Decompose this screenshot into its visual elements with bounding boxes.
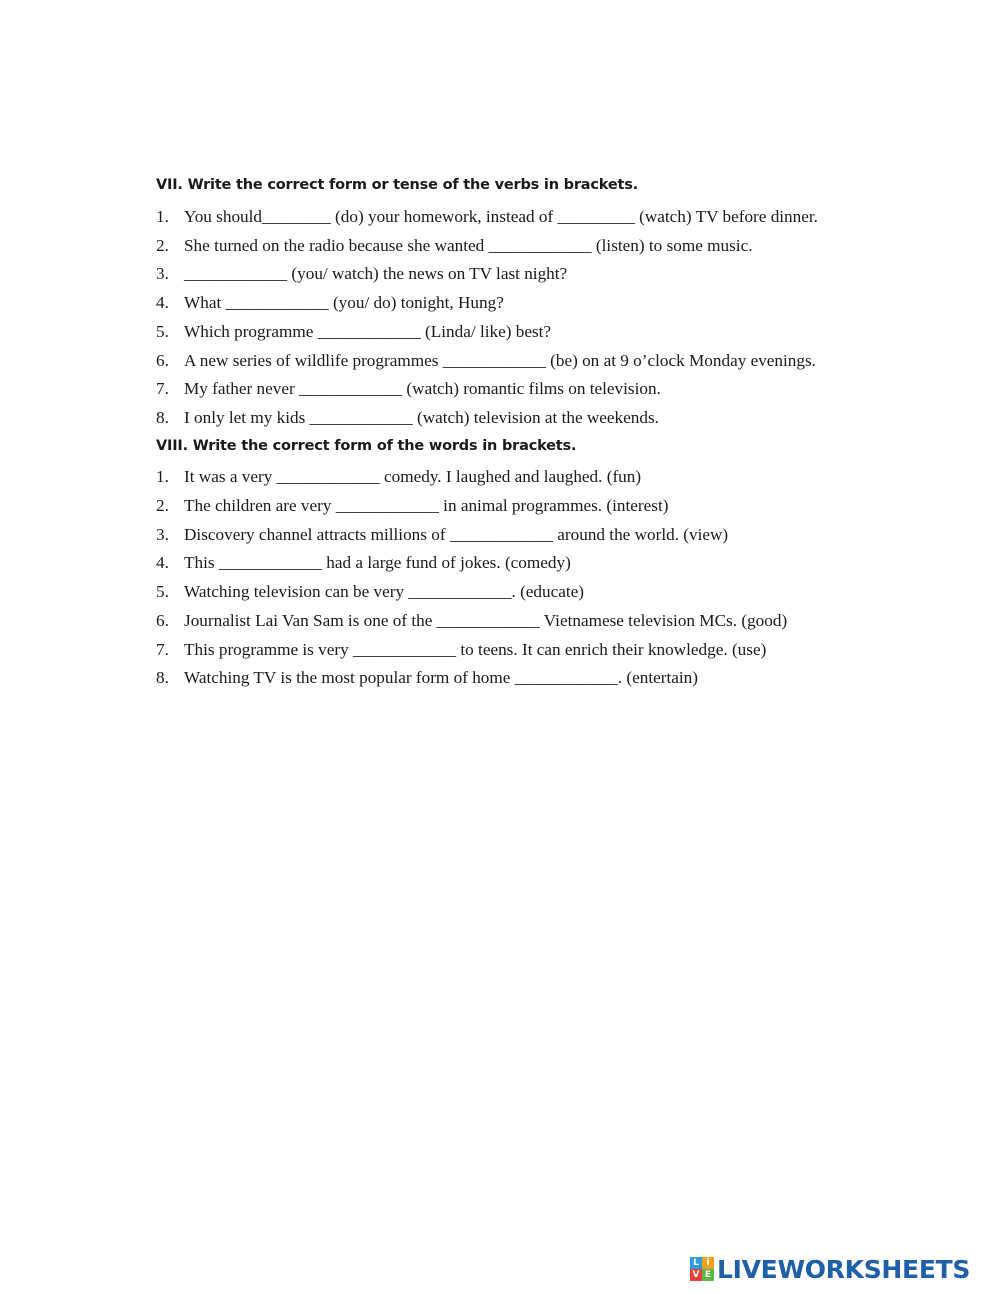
item-number: 6. [156,611,169,630]
item-number: 6. [156,351,169,370]
section-7-item-5 [156,322,551,342]
section-7-item-2 [156,236,753,256]
item-text: A new series of wildlife programmes ____________ (be) on at 9 o’clock Monday evenings. [184,351,816,370]
section-8-item-7 [156,640,766,660]
item-text: Watching TV is the most popular form of home ____________. (entertain) [184,668,698,687]
item-text: You should________ (do) your homework, instead of _________ (watch) TV before dinner. [184,207,818,226]
item-number: 2. [156,236,169,255]
item-number: 4. [156,293,169,312]
section-7-item-4 [156,293,504,313]
item-text: This ____________ had a large fund of jokes. (comedy) [184,553,571,572]
item-text: Discovery channel attracts millions of ____________ around the world. (view) [184,525,729,544]
section-8-item-1 [156,467,641,487]
item-text: Journalist Lai Van Sam is one of the ____________ Vietnamese television MCs. (good) [184,611,788,630]
section-7-title: VII. Write the correct form or tense of the verbs in brackets. [156,177,638,193]
section-8-item-4 [156,553,571,573]
item-text: The children are very ____________ in animal programmes. (interest) [184,496,669,515]
item-text: She turned on the radio because she wanted ____________ (listen) to some music. [184,236,753,255]
item-number: 8. [156,668,169,687]
item-number: 2. [156,496,169,515]
section-7-item-7 [156,379,661,399]
item-text: Watching television can be very ____________. (educate) [184,582,585,601]
item-text: Which programme ____________ (Linda/ like) best? [184,322,552,341]
section-7-item-8 [156,408,659,428]
item-number: 7. [156,379,169,398]
item-number: 8. [156,408,169,427]
section-8-item-3 [156,525,728,545]
item-number: 1. [156,467,169,486]
section-7-item-1 [156,207,818,227]
logo-text: LIVEWORKSHEETS [717,1254,971,1284]
item-number: 3. [156,525,169,544]
logo-mark-letter: L [690,1257,702,1269]
section-7-item-3 [156,264,567,284]
item-number: 3. [156,264,169,283]
item-text: This programme is very ____________ to teens. It can enrich their knowledge. (use) [184,640,767,659]
item-text: My father never ____________ (watch) romantic films on television. [184,379,661,398]
liveworksheets-logo-icon [690,1257,714,1281]
item-number: 5. [156,582,169,601]
section-8-item-5 [156,582,584,602]
item-number: 5. [156,322,169,341]
section-8-item-6 [156,611,787,631]
section-8-item-2 [156,496,668,516]
item-text: What ____________ (you/ do) tonight, Hung? [184,293,504,312]
item-text: ____________ (you/ watch) the news on TV last night? [184,264,568,283]
logo-mark-letter: V [690,1269,702,1281]
item-text: I only let my kids ____________ (watch) television at the weekends. [184,408,659,427]
section-8-title: VIII. Write the correct form of the words in brackets. [156,438,577,454]
logo-mark-letter: i [702,1257,714,1269]
liveworksheets-logo[interactable] [690,1253,970,1285]
logo-mark-letter: E [702,1269,714,1281]
item-number: 7. [156,640,169,659]
item-number: 1. [156,207,169,226]
item-number: 4. [156,553,169,572]
section-8-item-8 [156,668,698,688]
section-7-item-6 [156,351,816,371]
item-text: It was a very ____________ comedy. I laughed and laughed. (fun) [184,467,642,486]
